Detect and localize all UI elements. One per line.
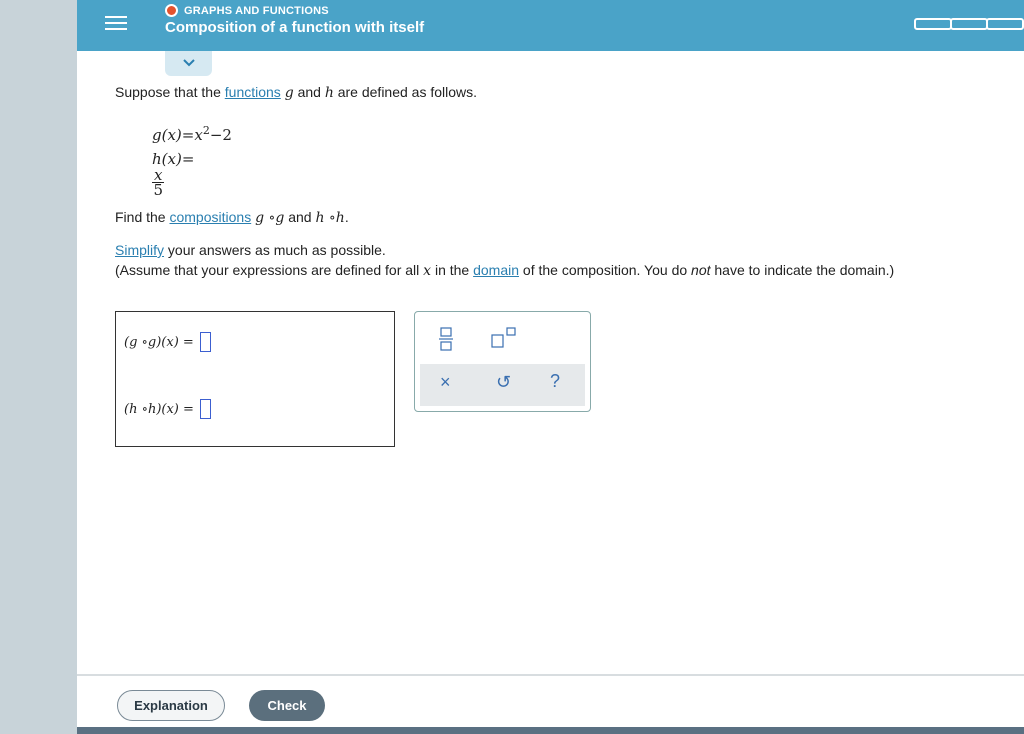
intro-text: Suppose that the functions g and h are defined as follows. [115, 84, 478, 101]
math-palette [414, 311, 591, 412]
compositions-link[interactable]: compositions [169, 209, 252, 225]
check-button[interactable]: Check [249, 690, 325, 721]
hoh-answer-input[interactable] [200, 399, 211, 419]
answer-box [115, 311, 395, 447]
undo-button[interactable]: ↺ [496, 372, 512, 392]
fraction-button[interactable] [439, 327, 453, 356]
progress-segment [950, 18, 988, 30]
progress-segment [986, 18, 1024, 30]
header-bar [77, 0, 1024, 51]
footer [77, 676, 1024, 727]
equation-h: h(x)= $\frac{x}{5}$ [152, 150, 195, 199]
functions-link[interactable]: functions [224, 84, 281, 100]
answer-row-gog [124, 332, 211, 352]
bottom-strip [77, 727, 1024, 734]
progress-segment [914, 18, 952, 30]
left-sidebar [0, 0, 77, 734]
fraction-icon [439, 327, 453, 351]
find-text: Find the compositions g ∘g and h ∘h. [115, 209, 349, 226]
progress-indicator [916, 18, 1024, 30]
answer-label-hoh: (h ∘h)(x) = [124, 401, 194, 417]
topic-label: GRAPHS AND FUNCTIONS [184, 4, 329, 17]
domain-link[interactable]: domain [473, 262, 520, 278]
equation-g: $g(x)=x^2-2$ [152, 124, 232, 144]
simplify-link[interactable]: Simplify [115, 242, 165, 258]
answer-label-gog: (g ∘g)(x) = [124, 334, 194, 350]
fraction: $\frac{x}{5}$ [153, 166, 163, 199]
gog-answer-input[interactable] [200, 332, 211, 352]
topic-row [165, 4, 329, 17]
collapse-toggle-button[interactable] [165, 51, 212, 76]
answer-row-hoh [124, 399, 211, 419]
help-button[interactable]: ? [550, 371, 561, 391]
clear-button[interactable]: × [440, 372, 451, 392]
chevron-down-icon [183, 59, 195, 67]
palette-bottom-row [420, 364, 585, 406]
palette-top-row [415, 312, 590, 362]
exponent-icon [491, 327, 517, 349]
page-title: Composition of a function with itself [165, 19, 425, 36]
topic-status-icon [165, 4, 178, 17]
simplify-text: Simplify your answers as much as possible. [115, 242, 386, 258]
exponent-button[interactable] [491, 327, 517, 354]
assume-text: (Assume that your expressions are defined for all x in the domain of the composition. You do not have to indicate the domain.) [115, 262, 895, 279]
menu-icon[interactable] [105, 12, 127, 34]
explanation-button[interactable]: Explanation [117, 690, 225, 721]
